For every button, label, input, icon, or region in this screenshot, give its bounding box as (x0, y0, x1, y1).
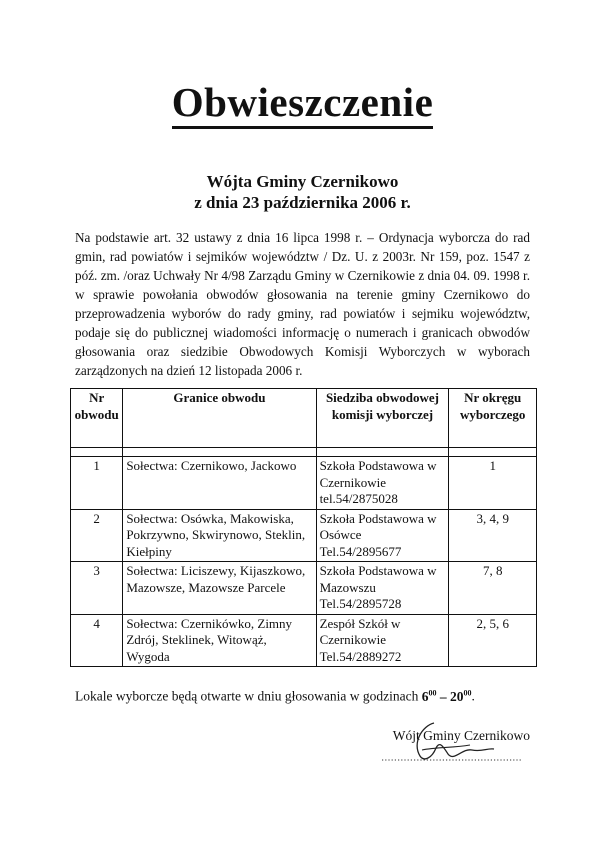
header-granice: Granice obwodu (123, 389, 316, 448)
header-nr-obwodu: Nr obwodu (71, 389, 123, 448)
districts-table (70, 388, 537, 667)
cell-okreg: 3, 4, 9 (449, 509, 537, 562)
cell-siedziba: Szkoła Podstawowa w Czernikowie tel.54/2875028 (316, 457, 449, 510)
subtitle-date: z dnia 23 października 2006 r. (194, 193, 411, 212)
cell-granice: Sołectwa: Czernikówko, Zimny Zdrój, Steklinek, Witowąż, Wygoda (123, 614, 316, 667)
cell-nr: 4 (71, 614, 123, 667)
handwritten-signature (382, 718, 532, 778)
end-minutes: 00 (463, 688, 472, 697)
body-paragraph: Na podstawie art. 32 ustawy z dnia 16 lipca 1998 r. – Ordynacja wyborcza do rad gmin, rad powiatów i sejmików województw / Dz. U. z 2003r. Nr 159, poz. 1547 z póź. zm. /oraz Uchwały Nr 4/98 Zarządu Gminy w Czernikowie z dnia 04. 09. 1998 r. w sprawie powołania obwodów głosowania na terenie gminy Czernikowo do przeprowadzenia wyborów do rady gminy, rad powiatów i sejmiku województw, podaje się do publicznej wiadomości informację o numerach i granicach obwodów głosowania oraz siedzibie Obwodowych Komisji Wyborczych w wyborach zarządzonych na dzień 12 listopada 2006 r. (75, 230, 530, 378)
cell-okreg: 2, 5, 6 (449, 614, 537, 667)
signature-label: Wójt Gminy Czernikowo (392, 728, 530, 743)
header-okreg: Nr okręgu wyborczego (449, 389, 537, 448)
cell-siedziba: Szkoła Podstawowa w Osówce Tel.54/2895677 (316, 509, 449, 562)
subtitle-issuer: Wójta Gminy Czernikowo (206, 172, 399, 191)
opening-hours-note (75, 688, 545, 705)
cell-granice: Sołectwa: Osówka, Makowiska, Pokrzywno, Skwirynowo, Steklin, Kiełpiny (123, 509, 316, 562)
signature-underline-stroke (422, 745, 470, 750)
cell-siedziba: Zespół Szkół w Czernikowie Tel.54/2889272 (316, 614, 449, 667)
cell-nr: 2 (71, 509, 123, 562)
header-siedziba: Siedziba obwodowej komisji wyborczej (316, 389, 449, 448)
hour-dash: – (436, 688, 451, 704)
opening-hours-text: Lokale wyborcze będą otwarte w dniu głosowania w godzinach (75, 688, 422, 704)
document-title-text: Obwieszczenie (172, 79, 434, 129)
cell-okreg: 1 (449, 457, 537, 510)
document-title (0, 78, 605, 126)
signature-stroke (417, 723, 494, 759)
cell-granice: Sołectwa: Liciszewy, Kijaszkowo, Mazowsze, Mazowsze Parcele (123, 562, 316, 615)
table-header-row (71, 389, 537, 448)
end-period: . (471, 688, 475, 704)
start-minutes: 00 (428, 688, 437, 697)
cell-siedziba: Szkoła Podstawowa w Mazowszu Tel.54/2895728 (316, 562, 449, 615)
cell-nr: 1 (71, 457, 123, 510)
cell-okreg: 7, 8 (449, 562, 537, 615)
table-row (71, 614, 537, 667)
table-row (71, 509, 537, 562)
cell-granice: Sołectwa: Czernikowo, Jackowo (123, 457, 316, 510)
end-hour: 20 (450, 688, 464, 704)
table-row (71, 562, 537, 615)
cell-nr: 3 (71, 562, 123, 615)
table-spacer-row (71, 448, 537, 457)
start-hour: 6 (421, 688, 429, 704)
table-row (71, 457, 537, 510)
